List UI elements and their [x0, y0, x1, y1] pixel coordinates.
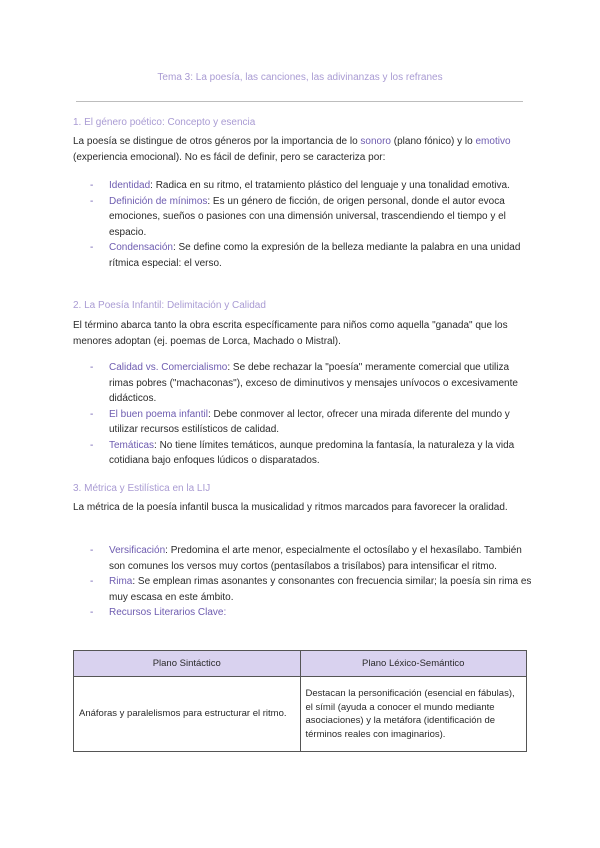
bullet-term: Temáticas: [109, 439, 155, 451]
bullet-text: : Debe conmover al lector, ofrecer una mirada diferente del mundo y utilizar recursos estilísticos de calidad.: [109, 408, 510, 435]
title-divider: [76, 101, 523, 102]
section-2-list: [73, 360, 533, 469]
bullet-text: : Predomina el arte menor, especialmente el octosílabo y el hexasílabo. También son comunes los versos muy cortos (pentasílabos a trisílabos) para intensificar el ritmo.: [109, 545, 522, 572]
list-item: [73, 360, 533, 407]
bullet-dash: -: [90, 242, 94, 253]
bullet-text: : Se debe rechazar la "poesía" meramente comercial que utiliza rimas pobres ("machaconas"), exceso de diminutivos y mensajes unívocos o excesivamente didácticos.: [109, 362, 518, 404]
table-row: [74, 677, 527, 752]
bullet-term: Condensación: [109, 242, 173, 253]
bullet-dash: -: [90, 576, 94, 587]
bullet-text: : Se emplean rimas asonantes y consonantes con frecuencia similar; la poesía sin rima es muy escasa en este ámbito.: [109, 576, 532, 603]
list-item: [73, 438, 533, 469]
bullet-dash: -: [90, 362, 94, 373]
intro-text: La poesía se distingue de otros géneros por la importancia de lo: [73, 136, 361, 147]
bullet-term: Identidad: [109, 180, 151, 191]
list-item: [73, 407, 533, 438]
list-item: [73, 605, 533, 621]
section-1-list: [73, 178, 533, 271]
section-3-heading: 3. Métrica y Estilística en la LIJ: [73, 483, 211, 494]
bullet-term: Versificación: [109, 545, 166, 556]
resources-table: [73, 650, 527, 752]
bullet-dash: -: [90, 439, 94, 451]
section-1-heading: 1. El género poético: Concepto y esencia: [73, 117, 256, 128]
bullet-text: : Radica en su ritmo, el tratamiento plástico del lenguaje y una tonalidad emotiva.: [150, 180, 510, 191]
list-item: [73, 574, 533, 605]
bullet-term: Calidad vs. Comercialismo: [109, 362, 228, 373]
bullet-text: : Se define como la expresión de la belleza mediante la palabra en una unidad rítmica especial: el verso.: [109, 242, 521, 269]
bullet-dash: -: [90, 408, 94, 420]
bullet-dash: -: [90, 607, 94, 618]
list-item: [73, 178, 533, 194]
keyword-sonoro: sonoro: [360, 136, 391, 147]
bullet-dash: -: [90, 545, 94, 556]
bullet-text: : No tiene límites temáticos, aunque predomina la fantasía, la naturaleza y la vida cotidiana bajo enfoques lúdicos o disparatados.: [109, 439, 515, 466]
list-item: [73, 240, 533, 271]
list-item: [73, 194, 533, 241]
column-header-lexico-semantico: Plano Léxico-Semántico: [300, 651, 527, 677]
section-1-intro: [73, 134, 533, 166]
intro-text: (plano fónico) y lo: [390, 136, 476, 147]
column-header-sintactico: Plano Sintáctico: [74, 651, 301, 677]
bullet-term: Recursos Literarios Clave:: [109, 607, 227, 618]
keyword-emotivo: emotivo: [475, 136, 511, 147]
bullet-dash: -: [90, 180, 94, 191]
table-cell: Anáforas y paralelismos para estructurar el ritmo.: [74, 677, 301, 752]
bullet-term: Rima: [109, 576, 133, 587]
bullet-term: Definición de mínimos: [109, 195, 208, 207]
bullet-term: El buen poema infantil: [109, 408, 208, 420]
section-2-heading: 2. La Poesía Infantil: Delimitación y Calidad: [73, 300, 266, 311]
section-3-list: [73, 543, 533, 621]
section-3-intro: La métrica de la poesía infantil busca la musicalidad y ritmos marcados para favorecer la oralidad.: [73, 502, 508, 513]
list-item: [73, 543, 533, 574]
table-cell: Destacan la personificación (esencial en fábulas), el símil (ayuda a conocer el mundo mediante asociaciones) y la metáfora (identificación de términos reales con imaginarios).: [300, 677, 527, 752]
document-title: Tema 3: La poesía, las canciones, las adivinanzas y los refranes: [157, 72, 443, 83]
table-header-row: [74, 651, 527, 677]
bullet-dash: -: [90, 195, 94, 207]
bullet-text: : Es un género de ficción, de origen personal, donde el autor evoca emociones, sueños o pasiones con una dimensión universal, trascendiendo el tiempo y el espacio.: [109, 195, 506, 238]
section-2-intro: El término abarca tanto la obra escrita específicamente para niños como aquella "ganada" que los menores adoptan (ej. poemas de Lorca, Machado o Mistral).: [73, 320, 508, 347]
intro-text: (experiencia emocional). No es fácil de definir, pero se caracteriza por:: [73, 152, 386, 163]
